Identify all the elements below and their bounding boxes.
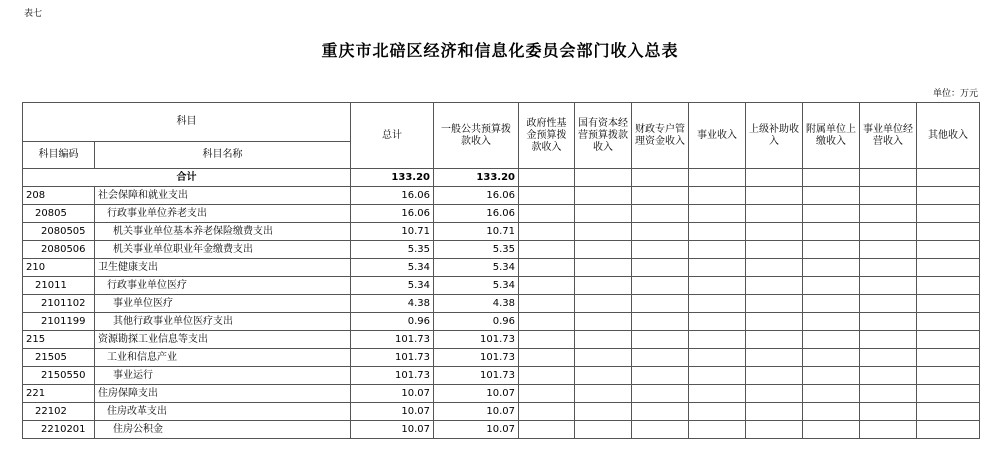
general-budget-cell: 16.06 xyxy=(434,205,519,223)
subject-name: 其他行政事业单位医疗支出 xyxy=(95,313,351,331)
empty-cell xyxy=(519,349,575,367)
table-row xyxy=(23,403,980,421)
empty-cell xyxy=(575,277,632,295)
empty-cell xyxy=(575,313,632,331)
empty-cell xyxy=(689,187,746,205)
header-business: 事业收入 xyxy=(689,103,746,169)
empty-cell xyxy=(803,367,860,385)
subject-code: 2101199 xyxy=(23,313,95,331)
empty-cell xyxy=(689,403,746,421)
income-table xyxy=(22,102,980,439)
empty-cell xyxy=(917,259,980,277)
subject-name: 资源勘探工业信息等支出 xyxy=(95,331,351,349)
empty-cell xyxy=(632,331,689,349)
table-row xyxy=(23,421,980,439)
table-row xyxy=(23,367,980,385)
empty-cell xyxy=(689,295,746,313)
empty-cell xyxy=(917,331,980,349)
empty-cell xyxy=(746,403,803,421)
total-value: 133.20 xyxy=(351,169,434,187)
empty-cell xyxy=(746,205,803,223)
subject-name: 行政事业单位养老支出 xyxy=(95,205,351,223)
total-cell: 10.07 xyxy=(351,403,434,421)
empty-cell xyxy=(746,367,803,385)
empty-cell xyxy=(746,313,803,331)
empty-cell xyxy=(746,385,803,403)
header-state-capital: 国有资本经营预算拨款收入 xyxy=(575,103,632,169)
empty-cell xyxy=(632,421,689,439)
empty-cell xyxy=(803,205,860,223)
subject-code: 210 xyxy=(23,259,95,277)
empty-cell xyxy=(917,241,980,259)
total-cell: 5.34 xyxy=(351,277,434,295)
general-budget-cell: 5.34 xyxy=(434,259,519,277)
empty-cell xyxy=(689,349,746,367)
unit-label: 单位：万元 xyxy=(932,89,978,99)
empty-cell xyxy=(803,349,860,367)
empty-cell xyxy=(860,277,917,295)
empty-cell xyxy=(519,241,575,259)
empty-cell xyxy=(689,223,746,241)
empty-cell xyxy=(917,367,980,385)
empty-cell xyxy=(746,421,803,439)
general-budget-cell: 10.07 xyxy=(434,403,519,421)
empty-cell xyxy=(689,367,746,385)
empty-cell xyxy=(917,385,980,403)
subject-code: 2080505 xyxy=(23,223,95,241)
empty-cell xyxy=(917,187,980,205)
empty-cell xyxy=(632,205,689,223)
empty-cell xyxy=(575,295,632,313)
empty-cell xyxy=(746,277,803,295)
header-name: 科目名称 xyxy=(95,142,351,169)
empty-cell xyxy=(519,277,575,295)
empty-cell xyxy=(860,331,917,349)
empty-cell xyxy=(860,223,917,241)
empty-cell xyxy=(632,259,689,277)
empty-cell xyxy=(803,277,860,295)
table-row xyxy=(23,349,980,367)
subject-name: 住房保障支出 xyxy=(95,385,351,403)
empty-cell xyxy=(575,367,632,385)
total-cell: 16.06 xyxy=(351,205,434,223)
empty-cell xyxy=(575,331,632,349)
subject-name: 机关事业单位基本养老保险缴费支出 xyxy=(95,223,351,241)
general-budget-cell: 16.06 xyxy=(434,187,519,205)
empty-cell xyxy=(860,187,917,205)
subject-name: 社会保障和就业支出 xyxy=(95,187,351,205)
subject-name: 行政事业单位医疗 xyxy=(95,277,351,295)
page-title: 重庆市北碚区经济和信息化委员会部门收入总表 xyxy=(321,41,679,60)
empty-cell xyxy=(632,241,689,259)
empty-cell xyxy=(575,421,632,439)
empty-cell xyxy=(803,331,860,349)
table-row xyxy=(23,259,980,277)
subject-name: 住房公积金 xyxy=(95,421,351,439)
empty-cell xyxy=(860,403,917,421)
subject-code: 2080506 xyxy=(23,241,95,259)
header-other: 其他收入 xyxy=(917,103,980,169)
table-row xyxy=(23,205,980,223)
empty-cell xyxy=(917,313,980,331)
table-row xyxy=(23,187,980,205)
empty-cell xyxy=(519,259,575,277)
table-row xyxy=(23,241,980,259)
empty-cell xyxy=(689,385,746,403)
header-operating: 事业单位经营收入 xyxy=(860,103,917,169)
total-cell: 101.73 xyxy=(351,367,434,385)
empty-cell xyxy=(860,367,917,385)
total-row xyxy=(23,169,980,187)
empty-cell xyxy=(860,205,917,223)
empty-cell xyxy=(689,313,746,331)
empty-cell xyxy=(632,367,689,385)
empty-cell xyxy=(803,313,860,331)
header-subject: 科目 xyxy=(23,103,351,142)
general-budget-cell: 10.07 xyxy=(434,385,519,403)
general-budget-cell: 10.71 xyxy=(434,223,519,241)
empty-cell xyxy=(575,385,632,403)
empty-cell xyxy=(746,295,803,313)
empty-cell xyxy=(632,313,689,331)
empty-cell xyxy=(632,223,689,241)
subject-name: 工业和信息产业 xyxy=(95,349,351,367)
empty-cell xyxy=(519,313,575,331)
empty-cell xyxy=(746,241,803,259)
empty-cell xyxy=(803,295,860,313)
empty-cell xyxy=(917,295,980,313)
empty-cell xyxy=(519,331,575,349)
empty-cell xyxy=(575,259,632,277)
empty-cell xyxy=(803,223,860,241)
header-affiliated: 附属单位上缴收入 xyxy=(803,103,860,169)
header-general-budget: 一般公共预算拨款收入 xyxy=(434,103,519,169)
general-budget-cell: 101.73 xyxy=(434,349,519,367)
empty-cell xyxy=(803,403,860,421)
total-general: 133.20 xyxy=(434,169,519,187)
subject-code: 2150550 xyxy=(23,367,95,385)
empty-cell xyxy=(575,187,632,205)
empty-cell xyxy=(575,349,632,367)
general-budget-cell: 5.34 xyxy=(434,277,519,295)
table-tag: 表七 xyxy=(24,9,43,19)
total-cell: 4.38 xyxy=(351,295,434,313)
subject-name: 机关事业单位职业年金缴费支出 xyxy=(95,241,351,259)
subject-code: 22102 xyxy=(23,403,95,421)
empty-cell xyxy=(746,223,803,241)
empty-cell xyxy=(917,349,980,367)
table-row xyxy=(23,385,980,403)
empty-cell xyxy=(860,313,917,331)
empty-cell xyxy=(519,367,575,385)
empty-cell xyxy=(860,259,917,277)
general-budget-cell: 101.73 xyxy=(434,331,519,349)
subject-code: 221 xyxy=(23,385,95,403)
total-cell: 16.06 xyxy=(351,187,434,205)
empty-cell xyxy=(575,403,632,421)
empty-cell xyxy=(803,385,860,403)
general-budget-cell: 101.73 xyxy=(434,367,519,385)
empty-cell xyxy=(746,187,803,205)
total-cell: 101.73 xyxy=(351,349,434,367)
empty-cell xyxy=(632,187,689,205)
general-budget-cell: 0.96 xyxy=(434,313,519,331)
subject-code: 20805 xyxy=(23,205,95,223)
empty-cell xyxy=(689,205,746,223)
empty-cell xyxy=(519,295,575,313)
table-row xyxy=(23,295,980,313)
empty-cell xyxy=(632,349,689,367)
total-cell: 5.34 xyxy=(351,259,434,277)
empty-cell xyxy=(519,385,575,403)
total-cell: 10.07 xyxy=(351,385,434,403)
empty-cell xyxy=(917,277,980,295)
empty-cell xyxy=(519,187,575,205)
empty-cell xyxy=(632,385,689,403)
empty-cell xyxy=(519,403,575,421)
empty-cell xyxy=(860,421,917,439)
subject-name: 事业单位医疗 xyxy=(95,295,351,313)
header-total: 总计 xyxy=(351,103,434,169)
empty-cell xyxy=(803,421,860,439)
subject-name: 事业运行 xyxy=(95,367,351,385)
table-row xyxy=(23,277,980,295)
table-row xyxy=(23,313,980,331)
empty-cell xyxy=(803,187,860,205)
total-cell: 10.71 xyxy=(351,223,434,241)
header-special-fund: 财政专户管理资金收入 xyxy=(632,103,689,169)
empty-cell xyxy=(860,349,917,367)
empty-cell xyxy=(519,205,575,223)
empty-cell xyxy=(575,223,632,241)
empty-cell xyxy=(689,421,746,439)
total-cell: 101.73 xyxy=(351,331,434,349)
empty-cell xyxy=(746,259,803,277)
empty-cell xyxy=(575,205,632,223)
empty-cell xyxy=(917,421,980,439)
total-label: 合计 xyxy=(23,169,351,187)
empty-cell xyxy=(746,349,803,367)
empty-cell xyxy=(860,295,917,313)
total-cell: 10.07 xyxy=(351,421,434,439)
subject-code: 2101102 xyxy=(23,295,95,313)
empty-cell xyxy=(803,241,860,259)
header-code: 科目编码 xyxy=(23,142,95,169)
subject-code: 21011 xyxy=(23,277,95,295)
header-gov-fund: 政府性基金预算拨款收入 xyxy=(519,103,575,169)
empty-cell xyxy=(689,277,746,295)
empty-cell xyxy=(575,241,632,259)
subject-code: 215 xyxy=(23,331,95,349)
empty-cell xyxy=(689,241,746,259)
header-superior-subsidy: 上级补助收入 xyxy=(746,103,803,169)
empty-cell xyxy=(917,205,980,223)
empty-cell xyxy=(917,403,980,421)
empty-cell xyxy=(519,421,575,439)
general-budget-cell: 5.35 xyxy=(434,241,519,259)
empty-cell xyxy=(632,277,689,295)
empty-cell xyxy=(519,223,575,241)
general-budget-cell: 10.07 xyxy=(434,421,519,439)
subject-code: 208 xyxy=(23,187,95,205)
empty-cell xyxy=(803,259,860,277)
subject-code: 21505 xyxy=(23,349,95,367)
table-row xyxy=(23,331,980,349)
table-row xyxy=(23,223,980,241)
empty-cell xyxy=(746,331,803,349)
empty-cell xyxy=(632,295,689,313)
subject-name: 卫生健康支出 xyxy=(95,259,351,277)
empty-cell xyxy=(860,385,917,403)
empty-cell xyxy=(689,331,746,349)
empty-cell xyxy=(689,259,746,277)
empty-cell xyxy=(632,403,689,421)
total-cell: 0.96 xyxy=(351,313,434,331)
general-budget-cell: 4.38 xyxy=(434,295,519,313)
header-row xyxy=(23,103,980,142)
total-cell: 5.35 xyxy=(351,241,434,259)
subject-code: 2210201 xyxy=(23,421,95,439)
empty-cell xyxy=(860,241,917,259)
empty-cell xyxy=(917,223,980,241)
subject-name: 住房改革支出 xyxy=(95,403,351,421)
